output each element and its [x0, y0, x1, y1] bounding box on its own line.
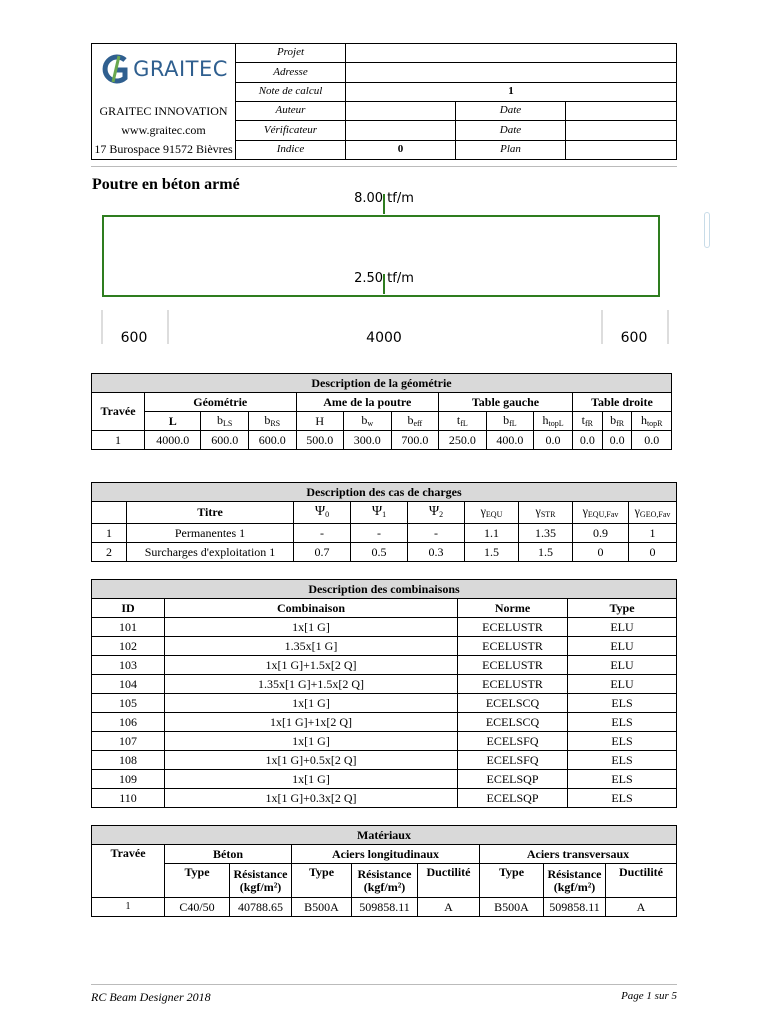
comb-h-id: ID — [92, 599, 165, 618]
value-date2 — [566, 121, 677, 140]
graitec-logo-icon — [99, 54, 131, 84]
table-row — [92, 751, 677, 770]
comb-cell: ELU — [568, 675, 677, 694]
comb-cell: ELS — [568, 732, 677, 751]
loads-cell: 0 — [573, 543, 629, 562]
geo-col-geometrie: Géométrie — [145, 393, 297, 412]
loads-cell: 1.5 — [519, 543, 573, 562]
comb-cell: 1x[1 G]+0.3x[2 Q] — [165, 789, 458, 808]
comb-cell: ECELSCQ — [458, 713, 568, 732]
loads-h-psi0: $\Psi_0$ — [294, 502, 351, 524]
comb-cell: ECELSQP — [458, 789, 568, 808]
loads-cell: Surcharges d'exploitation 1 — [127, 543, 294, 562]
mat-h-type: Type — [292, 864, 352, 898]
geo-col-table-droite: Table droite — [572, 393, 671, 412]
mat-cell: C40/50 — [165, 898, 230, 917]
label-date2: Date — [456, 121, 566, 140]
loads-cell: 1.1 — [465, 524, 519, 543]
geo-h-bw: $b_w$ — [344, 412, 392, 431]
geo-col-table-gauche: Table gauche — [439, 393, 573, 412]
geo-h-tfL: $t_{fL}$ — [439, 412, 487, 431]
geo-cell: 500.0 — [296, 431, 344, 450]
table-row — [92, 524, 677, 543]
geometry-table — [91, 373, 672, 450]
geo-h-tfR: $t_{fR}$ — [572, 412, 602, 431]
mat-col-aciers-trans: Aciers transversaux — [480, 845, 677, 864]
label-plan: Plan — [456, 140, 566, 159]
loads-cell: Permanentes 1 — [127, 524, 294, 543]
comb-cell: ELS — [568, 770, 677, 789]
value-auteur — [346, 101, 456, 120]
comb-cell: ECELUSTR — [458, 675, 568, 694]
comb-cell: 1.35x[1 G] — [165, 637, 458, 656]
comb-cell: ECELUSTR — [458, 618, 568, 637]
comb-title: Description des combinaisons — [92, 580, 677, 599]
comb-cell: 1x[1 G]+1.5x[2 Q] — [165, 656, 458, 675]
table-row — [92, 618, 677, 637]
geo-h-bfL: $b_{fL}$ — [486, 412, 534, 431]
comb-cell: ECELUSTR — [458, 656, 568, 675]
geo-cell: 400.0 — [486, 431, 534, 450]
label-date1: Date — [456, 101, 566, 120]
combinations-table — [91, 579, 677, 808]
geo-cell: 600.0 — [201, 431, 249, 450]
geo-h-htopL: $h_{topL}$ — [534, 412, 573, 431]
label-indice: Indice — [236, 140, 346, 159]
comb-cell: ELU — [568, 656, 677, 675]
mat-col-aciers-long: Aciers longitudinaux — [292, 845, 480, 864]
geo-cell: 4000.0 — [145, 431, 201, 450]
geo-h-H: H — [296, 412, 344, 431]
mat-col-travee: Travée — [92, 845, 165, 898]
mat-cell: 509858.11 — [352, 898, 418, 917]
loads-cell: 0.7 — [294, 543, 351, 562]
company-website: www.graitec.com — [121, 123, 206, 137]
geo-h-beff: $b_{eff}$ — [391, 412, 439, 431]
mat-cell: A — [606, 898, 677, 917]
geo-col-ame: Ame de la poutre — [296, 393, 439, 412]
value-note: 1 — [346, 82, 677, 101]
loads-table — [91, 482, 677, 562]
loads-h-gamma-equ: $\gamma_{EQU}$ — [465, 502, 519, 524]
company-block — [92, 44, 236, 160]
comb-cell: 108 — [92, 751, 165, 770]
footer-divider — [91, 984, 677, 985]
comb-cell: 1x[1 G]+0.5x[2 Q] — [165, 751, 458, 770]
comb-cell: 101 — [92, 618, 165, 637]
loads-cell: 0 — [629, 543, 677, 562]
comb-body — [92, 618, 677, 808]
comb-cell: 1x[1 G] — [165, 618, 458, 637]
comb-cell: ECELSQP — [458, 770, 568, 789]
company-address: 17 Burospace 91572 Bièvres — [94, 142, 233, 156]
graitec-logo — [92, 44, 235, 94]
loads-cell: 0.3 — [408, 543, 465, 562]
comb-cell: 110 — [92, 789, 165, 808]
loads-cell: - — [408, 524, 465, 543]
table-row — [92, 543, 677, 562]
comb-cell: 106 — [92, 713, 165, 732]
table-row — [92, 713, 677, 732]
geo-h-htopR: $h_{topR}$ — [632, 412, 672, 431]
table-row — [92, 694, 677, 713]
comb-cell: 104 — [92, 675, 165, 694]
mat-h-resistance: Résistance (kgf/m²) — [230, 864, 292, 898]
dim-mid-label: 4000 — [366, 330, 402, 346]
table-row — [92, 732, 677, 751]
table-row — [92, 789, 677, 808]
label-projet: Projet — [236, 44, 346, 63]
loads-cell: 1 — [629, 524, 677, 543]
geo-cell: 0.0 — [572, 431, 602, 450]
comb-cell: ELS — [568, 751, 677, 770]
mat-h-ductilite: Ductilité — [418, 864, 480, 898]
dim-left-label: 600 — [120, 330, 148, 346]
logo-text: GRAITEC — [133, 56, 228, 81]
comb-cell: ECELSCQ — [458, 694, 568, 713]
table-row — [92, 770, 677, 789]
mat-h-type: Type — [480, 864, 544, 898]
mat-cell: B500A — [292, 898, 352, 917]
geo-cell: 700.0 — [391, 431, 439, 450]
loads-title: Description des cas de charges — [92, 483, 677, 502]
comb-cell: 1x[1 G] — [165, 694, 458, 713]
geo-cell: 0.0 — [602, 431, 632, 450]
label-adresse: Adresse — [236, 63, 346, 82]
mat-cell: B500A — [480, 898, 544, 917]
comb-cell: ECELSFQ — [458, 732, 568, 751]
geo-cell: 0.0 — [534, 431, 573, 450]
label-auteur: Auteur — [236, 101, 346, 120]
mat-h-ductilite: Ductilité — [606, 864, 677, 898]
loads-cell: 0.5 — [351, 543, 408, 562]
value-plan — [566, 140, 677, 159]
side-marker — [704, 212, 710, 248]
comb-cell: 109 — [92, 770, 165, 789]
header-divider — [91, 166, 677, 167]
comb-cell: ELS — [568, 789, 677, 808]
geometry-title: Description de la géométrie — [92, 374, 672, 393]
label-note: Note de calcul — [236, 82, 346, 101]
geo-cell: 300.0 — [344, 431, 392, 450]
loads-h-psi1: $\Psi_1$ — [351, 502, 408, 524]
comb-h-combinaison: Combinaison — [165, 599, 458, 618]
loads-cell: - — [294, 524, 351, 543]
loads-cell: 2 — [92, 543, 127, 562]
geo-h-L: L — [145, 412, 201, 431]
footer-app-name: RC Beam Designer 2018 — [91, 990, 211, 1004]
footer-page-number: Page 1 sur 5 — [621, 990, 677, 1002]
comb-cell: ELS — [568, 694, 677, 713]
mat-h-resistance: Résistance (kgf/m²) — [544, 864, 606, 898]
comb-cell: 107 — [92, 732, 165, 751]
mat-cell: A — [418, 898, 480, 917]
geo-cell: 600.0 — [248, 431, 296, 450]
loads-h-titre: Titre — [127, 502, 294, 524]
geo-cell: 1 — [92, 431, 145, 450]
mat-col-beton: Béton — [165, 845, 292, 864]
loads-h-num — [92, 502, 127, 524]
dim-right-label: 600 — [620, 330, 648, 346]
comb-cell: 1.35x[1 G]+1.5x[2 Q] — [165, 675, 458, 694]
value-projet — [346, 44, 677, 63]
label-verificateur: Vérificateur — [236, 121, 346, 140]
value-indice: 0 — [346, 140, 456, 159]
comb-cell: 1x[1 G] — [165, 732, 458, 751]
mat-h-type: Type — [165, 864, 230, 898]
loads-cell: 1.35 — [519, 524, 573, 543]
value-date1 — [566, 101, 677, 120]
loads-h-gamma-geofav: $\gamma_{GEO,Fav}$ — [629, 502, 677, 524]
geo-h-bLS: $b_{LS}$ — [201, 412, 249, 431]
comb-cell: 102 — [92, 637, 165, 656]
loads-h-psi2: $\Psi_2$ — [408, 502, 465, 524]
comb-cell: ECELUSTR — [458, 637, 568, 656]
geo-h-bfR: $b_{fR}$ — [602, 412, 632, 431]
comb-h-norme: Norme — [458, 599, 568, 618]
loads-cell: 0.9 — [573, 524, 629, 543]
mat-cell: 509858.11 — [544, 898, 606, 917]
loads-cell: - — [351, 524, 408, 543]
comb-cell: 1x[1 G]+1x[2 Q] — [165, 713, 458, 732]
comb-cell: 1x[1 G] — [165, 770, 458, 789]
loads-h-gamma-str: $\gamma_{STR}$ — [519, 502, 573, 524]
loads-cell: 1 — [92, 524, 127, 543]
comb-cell: ECELSFQ — [458, 751, 568, 770]
geo-col-travee: Travée — [92, 393, 145, 431]
geo-cell: 0.0 — [632, 431, 672, 450]
geo-h-bRS: $b_{RS}$ — [248, 412, 296, 431]
value-verificateur — [346, 121, 456, 140]
value-adresse — [346, 63, 677, 82]
comb-cell: ELS — [568, 713, 677, 732]
mat-title: Matériaux — [92, 826, 677, 845]
table-row — [92, 675, 677, 694]
table-row — [92, 898, 677, 917]
section-title: Poutre en béton armé — [92, 176, 240, 193]
mat-h-resistance: Résistance (kgf/m²) — [352, 864, 418, 898]
materials-table — [91, 825, 677, 917]
table-row — [92, 656, 677, 675]
comb-h-type: Type — [568, 599, 677, 618]
table-row — [92, 637, 677, 656]
comb-cell: 105 — [92, 694, 165, 713]
comb-cell: ELU — [568, 618, 677, 637]
header-table — [91, 43, 677, 160]
beam-diagram — [96, 186, 696, 356]
company-name: GRAITEC INNOVATION — [99, 104, 228, 118]
comb-cell: 103 — [92, 656, 165, 675]
comb-cell: ELU — [568, 637, 677, 656]
mat-cell: 40788.65 — [230, 898, 292, 917]
load-bottom-label: 2.50 tf/m — [354, 271, 414, 286]
loads-h-gamma-equfav: $\gamma_{EQU,Fav}$ — [573, 502, 629, 524]
load-top-label: 8.00 tf/m — [354, 191, 414, 206]
mat-cell: 1 — [92, 898, 165, 917]
loads-cell: 1.5 — [465, 543, 519, 562]
geo-cell: 250.0 — [439, 431, 487, 450]
